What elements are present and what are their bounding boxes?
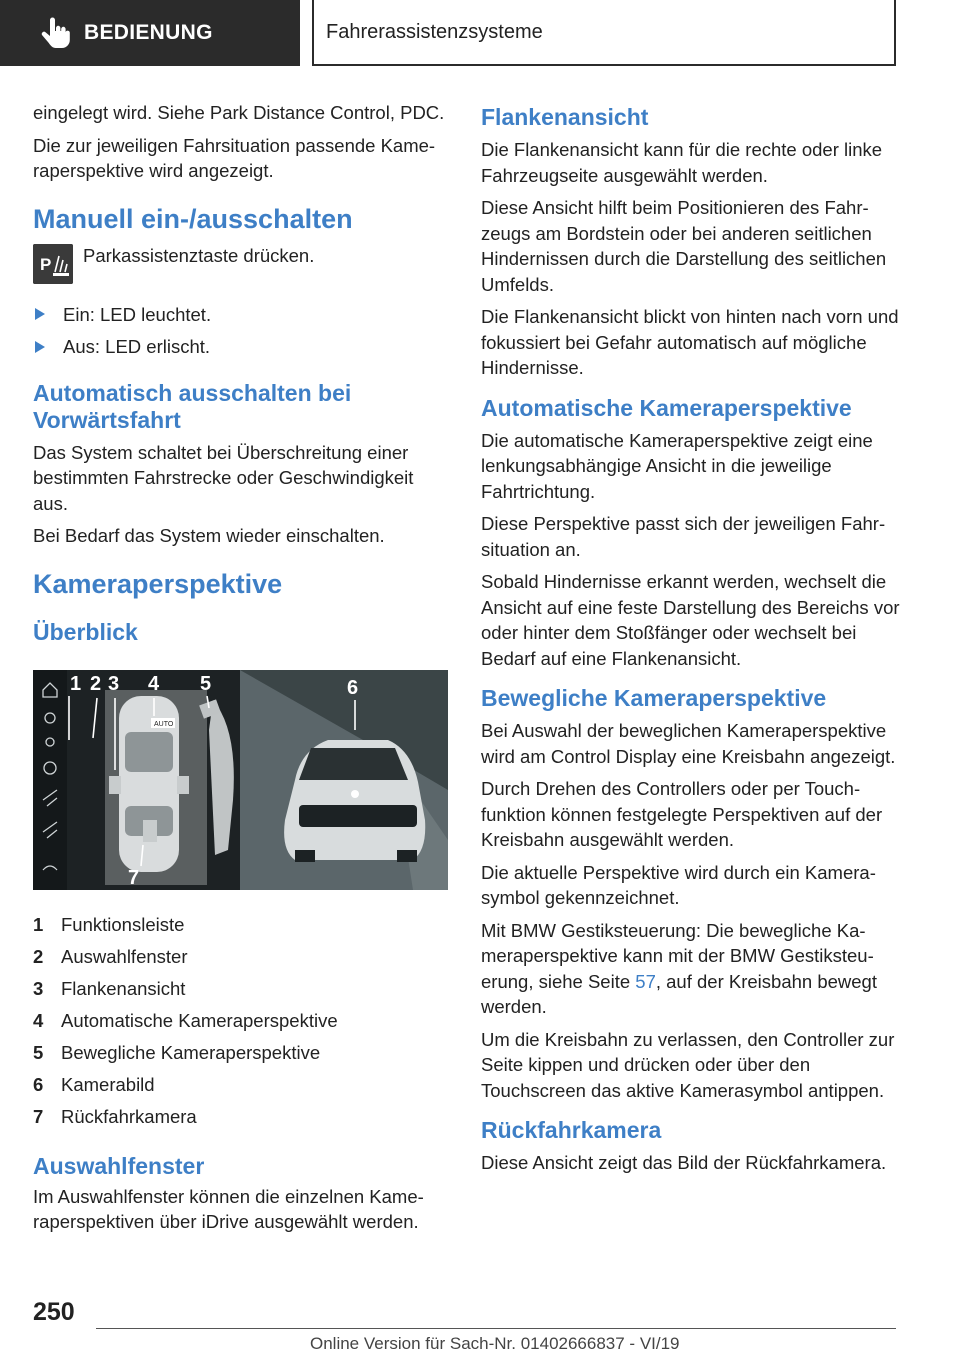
figure-legend: [33, 909, 448, 1133]
heading-auto-perspective: Automatische Kameraperspektive: [481, 394, 852, 421]
heading-overview: Überblick: [33, 618, 138, 645]
figure-label-6: 6: [347, 676, 359, 699]
heading-auto-off: Automatisch ausschalten bei Vorwärtsfahrt: [33, 379, 352, 433]
paragraph: Bei Auswahl der beweglichen Kameraperspektive wird am Control Display eine Kreisbahn angezeigt.: [481, 720, 896, 767]
camera-view-figure: [33, 670, 448, 890]
list-item-text: Aus: LED erlischt.: [63, 336, 211, 357]
paragraph: Im Auswahlfenster können die einzelnen Kameraperspektiven über iDrive ausgewählt werden.: [33, 1185, 424, 1232]
left-column: [33, 100, 448, 1242]
park-assist-key-icon: [33, 244, 73, 284]
legend-item: 6 Kamerabild: [33, 1073, 155, 1095]
paragraph: Die zur jeweiligen Fahrsituation passende Kameraperspektive wird angezeigt.: [33, 134, 436, 181]
legend-item: 3 Flankenansicht: [33, 977, 186, 999]
section-title: BEDIENUNG: [84, 21, 213, 44]
paragraph: Sobald Hindernisse erkannt werden, wechselt die Ansicht auf eine feste Darstellung des Bereichs vor oder hinter dem Stoßfänger oder wechselt bei Bedarf auf eine Flankenansicht.: [481, 571, 900, 669]
paragraph: Die Flankenansicht blickt von hinten nach vorn und fokussiert bei Gefahr automatisch auf mögliche Hindernisse.: [481, 306, 899, 378]
heading-selection-window: Auswahlfenster: [33, 1152, 205, 1179]
paragraph: Diese Ansicht hilft beim Positionieren des Fahrzeugs am Bordstein oder bei anderen seitlichen Hindernissen durch die Darstellung des seitlichen Umfelds.: [481, 197, 887, 295]
bullet-triangle-icon: [35, 341, 45, 353]
list-item: [33, 334, 448, 360]
paragraph: Die automatische Kameraperspektive zeigt eine lenkungsabhängige Ansicht in die jeweilige Fahrtrichtung.: [481, 429, 873, 502]
auto-badge: AUTO: [154, 720, 174, 728]
key-instruction-text: Parkassistenztaste drücken.: [83, 244, 315, 266]
svg-text:P: P: [40, 254, 52, 274]
hand-pointer-icon: [38, 16, 72, 50]
figure-label-4: 4: [148, 672, 160, 695]
heading-camera: Kameraperspektive: [33, 568, 283, 599]
paragraph: Die Flankenansicht kann für die rechte oder linke Fahrzeugseite ausgewählt werden.: [481, 139, 883, 186]
footer-text: Online Version für Sach-Nr. 01402666837 - VI/19: [310, 1334, 680, 1353]
paragraph: Durch Drehen des Controllers oder per Touchfunktion können festgelegte Perspektiven auf der Kreisbahn ausgewählt werden.: [481, 778, 883, 850]
legend-item: 7 Rückfahrkamera: [33, 1105, 197, 1127]
paragraph: Die aktuelle Perspektive wird durch ein Kamerasymbol gekennzeichnet.: [481, 861, 876, 908]
legend-item: 1 Funktionsleiste: [33, 913, 185, 935]
paragraph: Das System schaltet bei Überschreitung einer bestimmten Fahrstrecke oder Geschwindigkeit aus.: [33, 441, 414, 514]
bullet-triangle-icon: [35, 308, 45, 320]
legend-item: 2 Auswahlfenster: [33, 945, 188, 967]
chapter-header: [312, 0, 896, 66]
heading-movable-perspective: Bewegliche Kameraperspektive: [481, 685, 827, 711]
legend-item: 5 Bewegliche Kameraperspektive: [33, 1041, 321, 1063]
paragraph: Um die Kreisbahn zu verlassen, den Controller zur Seite kippen und drücken oder über den Touchscreen das aktive Kamerasymbol antippen.: [481, 1028, 895, 1101]
heading-rear-camera: Rückfahrkamera: [481, 1117, 662, 1143]
figure-label-2: 2: [90, 672, 102, 695]
paragraph: Bei Bedarf das System wieder einschalten.: [33, 525, 385, 546]
section-tab: [0, 0, 300, 66]
figure-label-5: 5: [200, 672, 212, 695]
legend-item: 4 Automatische Kameraperspektive: [33, 1009, 338, 1031]
list-item-text: Ein: LED leuchtet.: [63, 303, 212, 325]
chapter-title: Fahrerassistenzsysteme: [326, 20, 543, 43]
paragraph: Diese Ansicht zeigt das Bild der Rückfahrkamera.: [481, 1152, 887, 1173]
paragraph: Diese Perspektive passt sich der jeweiligen Fahrsituation an.: [481, 513, 886, 560]
paragraph: eingelegt wird. Siehe Park Distance Control, PDC.: [33, 102, 445, 123]
figure-label-3: 3: [108, 672, 120, 695]
paragraph-with-link: Mit BMW Gestiksteuerung: Die bewegliche Kameraperspektive kann mit der BMW Gestiksteuerung, siehe Seite 57, auf der Kreisbahn bewegt werden.: [481, 919, 877, 1017]
page-number: 250: [33, 1298, 75, 1326]
list-item: [33, 302, 448, 328]
key-instruction: [33, 244, 448, 284]
figure-label-7: 7: [128, 866, 140, 889]
page-reference-link[interactable]: 57: [635, 970, 656, 992]
heading-flank: Flankenansicht: [481, 104, 649, 130]
heading-manual: Manuell ein-/ausschalten: [33, 203, 353, 234]
footer-divider: [96, 1328, 896, 1329]
right-column: [481, 100, 901, 1183]
figure-label-1: 1: [70, 672, 82, 695]
